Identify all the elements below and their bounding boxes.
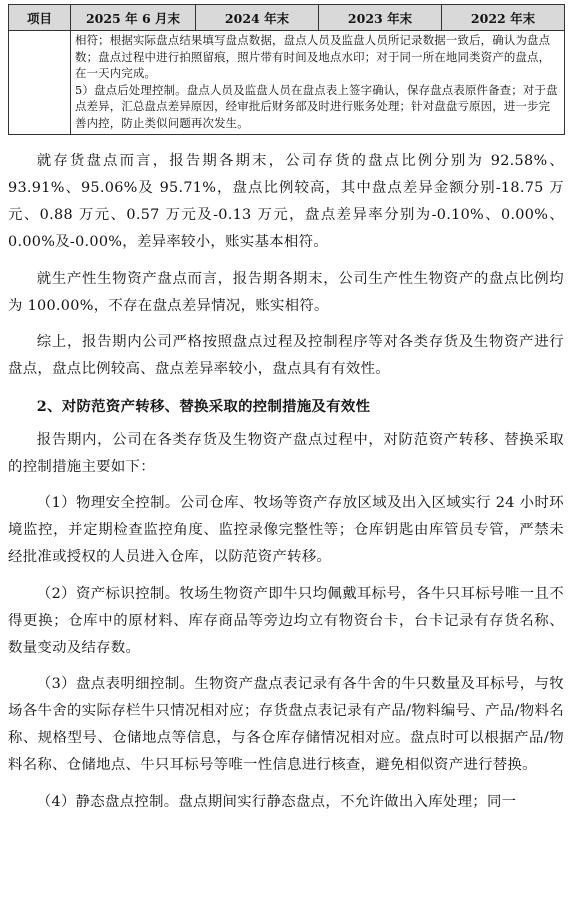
cell-line-1: 相符；根据实际盘点结果填写盘点数据，盘点人员及监盘人员所记录数据一致后，确认为盘点数；盘点过程中进行拍照留痕，照片带有时间及地点水印；对于同一所在地同类资产的盘点，在一天内完成。 bbox=[75, 33, 551, 81]
paragraph-bio-assets-count: 就生产性生物资产盘点而言，报告期各期末，公司生产性生物资产的盘点比例均为 100.00%，不存在盘点差异情况，账实相符。 bbox=[8, 270, 564, 314]
table-row bbox=[9, 31, 565, 135]
header-2023: 2023 年末 bbox=[319, 5, 442, 31]
section-heading: 2、对防范资产转移、替换采取的控制措施及有效性 bbox=[36, 397, 371, 415]
table-cell-text bbox=[71, 31, 565, 135]
paragraph-asset-identification: （2）资产标识控制。牧场生物资产即牛只均佩戴耳标号，各牛只耳标号唯一且不得更换；仓库中的原材料、库存商品等旁边均立有物资台卡，台卡记录有存货名称、数量变动及结存数。 bbox=[8, 585, 564, 656]
header-item: 项目 bbox=[9, 5, 71, 31]
inventory-control-table bbox=[8, 4, 565, 135]
body-text bbox=[8, 148, 564, 825]
paragraph-intro: 报告期内，公司在各类存货及生物资产盘点过程中，对防范资产转移、替换采取的控制措施主要如下： bbox=[8, 431, 564, 475]
table-header-row bbox=[9, 5, 565, 31]
paragraph-inventory-count: 就存货盘点而言，报告期各期末，公司存货的盘点比例分别为 92.58%、93.91%、95.06%及 95.71%，盘点比例较高，其中盘点差异金额分别-18.75 万元、0.88 万元、0.57 万元及-0.13 万元，盘点差异率分别为-0.10%、0.00%、0.00%及-0.00%，差异率较小，账实基本相符。 bbox=[8, 153, 564, 250]
paragraph-static-count: （4）静态盘点控制。盘点期间实行静态盘点，不允许做出入库处理；同一 bbox=[36, 793, 517, 810]
header-2024: 2024 年末 bbox=[196, 5, 319, 31]
table-cell-empty bbox=[9, 31, 71, 135]
header-2022: 2022 年末 bbox=[442, 5, 565, 31]
paragraph-physical-security: （1）物理安全控制。公司仓库、牧场等资产存放区域及出入区域实行 24 小时环境监控，并定期检查监控角度、监控录像完整性等；仓库钥匙由库管员专管，严禁未经批准或授权的人员进入仓库，以防范资产转移。 bbox=[8, 495, 564, 565]
cell-line-2: 5）盘点后处理控制。盘点人员及监盘人员在盘点表上签字确认，保存盘点表原件备查；对于盘点差异，汇总盘点差异原因，经审批后财务部及时进行账务处理；针对盘盘亏原因，进一步完善内控，防止类似问题再次发生。 bbox=[75, 82, 558, 130]
paragraph-count-sheet: （3）盘点表明细控制。生物资产盘点表记录有各牛舍的牛只数量及耳标号，与牧场各牛舍的实际存栏牛只情况相对应；存货盘点表记录有产品/物料编号、产品/物料名称、规格型号、仓储地点等信息，与各仓库存储情况相对应。盘点时可以根据产品/物料名称、仓储地点、牛只耳标号等唯一性信息进行核查，避免相似资产进行替换。 bbox=[8, 676, 564, 773]
header-2025-jun: 2025 年 6 月末 bbox=[71, 5, 196, 31]
paragraph-conclusion: 综上，报告期内公司严格按照盘点过程及控制程序等对各类存货及生物资产进行盘点，盘点比例较高、盘点差异率较小，盘点具有有效性。 bbox=[8, 334, 564, 377]
